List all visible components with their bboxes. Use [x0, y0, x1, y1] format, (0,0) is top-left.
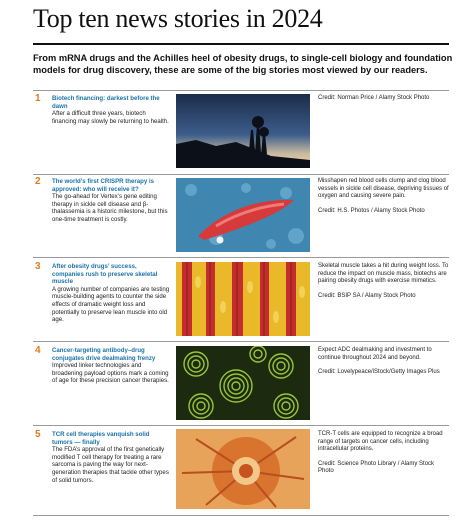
story-image — [176, 94, 310, 168]
story-image — [176, 262, 310, 336]
photo-credit: Credit: Lovelypeace/iStock/Getty Images Plus — [318, 369, 440, 375]
row-divider — [33, 425, 449, 426]
story-caption — [318, 263, 450, 300]
story-item — [52, 263, 170, 324]
story-item — [52, 347, 170, 385]
story-summary: The go-ahead for Vertex’s gene editing therapy in sickle cell disease and β-thalassemia is a historic milestone, but this one-time treatment is costly. — [52, 193, 168, 223]
title-rule — [33, 43, 449, 45]
story-item — [52, 178, 170, 224]
story-image — [176, 346, 310, 420]
story-headline-link[interactable]: Biotech financing: darkest before the dawn — [52, 95, 160, 110]
caption-text: Misshapen red blood cells clump and clog blood vessels in sickle cell disease, depriving tissues of oxygen and causing severe pain. — [318, 178, 449, 199]
row-divider — [33, 257, 449, 258]
story-item — [52, 95, 170, 125]
story-headline-link[interactable]: Cancer-targeting antibody–drug conjugates drive dealmaking frenzy — [52, 347, 156, 362]
story-headline-link[interactable]: The world’s first CRISPR therapy is approved: who will receive it? — [52, 178, 155, 193]
caption-text: Expect ADC dealmaking and investment to continue throughout 2024 and beyond. — [318, 347, 432, 361]
story-headline-link[interactable]: After obesity drugs’ success, companies rush to preserve skeletal muscle — [52, 263, 158, 286]
story-summary: Improved linker technologies and broadening payload options mark a coming of age for these precision cancer therapies. — [52, 362, 169, 385]
photo-credit: Credit: Norman Price / Alamy Stock Photo — [318, 95, 430, 101]
story-caption — [318, 178, 450, 215]
story-caption — [318, 347, 450, 377]
photo-credit: Credit: H.S. Photos / Alamy Stock Photo — [318, 207, 425, 214]
story-number: 2 — [35, 176, 41, 187]
story-number: 3 — [35, 261, 41, 272]
caption-text: TCR-T cells are equipped to recognize a broad range of targets on cancer cells, including intracellular proteins. — [318, 431, 443, 452]
story-summary: A growing number of companies are testing muscle-building agents to counter the side effects of dramatic weight loss and potentially to preserve lean muscle into old age. — [52, 285, 170, 324]
story-number: 1 — [35, 93, 41, 104]
story-summary: After a difficult three years, biotech financing may slowly be returning to health. — [52, 110, 169, 125]
story-number: 4 — [35, 345, 41, 356]
story-caption — [318, 431, 450, 476]
caption-text: Skeletal muscle takes a hit during weight loss. To reduce the impact on muscle mass, biotechs are pairing obesity drugs with exercise mimetics. — [318, 263, 449, 284]
row-divider — [33, 515, 449, 516]
story-summary: The FDA’s approval of the first genetically modified T cell therapy for treating a rare sarcoma is paving the way for next-generation therapies that tackle other types of solid tumors. — [52, 446, 169, 484]
row-divider — [33, 174, 449, 175]
story-image — [176, 178, 310, 252]
photo-credit: Credit: Science Photo Library / Alamy Stock Photo — [318, 460, 435, 474]
story-image — [176, 429, 310, 509]
photo-credit: Credit: BSIP SA / Alamy Stock Photo — [318, 292, 416, 299]
row-divider — [33, 90, 449, 91]
story-headline-link[interactable]: TCR cell therapies vanquish solid tumors — finally — [52, 431, 150, 446]
page-title: Top ten news stories in 2024 — [33, 4, 323, 33]
story-caption — [318, 95, 450, 103]
story-item — [52, 431, 170, 484]
intro-text: From mRNA drugs and the Achilles heel of obesity drugs, to single-cell biology and foundation models for drug discovery, these are some of the big stories most viewed by our readers. — [33, 53, 453, 75]
row-divider — [33, 341, 449, 342]
story-number: 5 — [35, 429, 41, 440]
